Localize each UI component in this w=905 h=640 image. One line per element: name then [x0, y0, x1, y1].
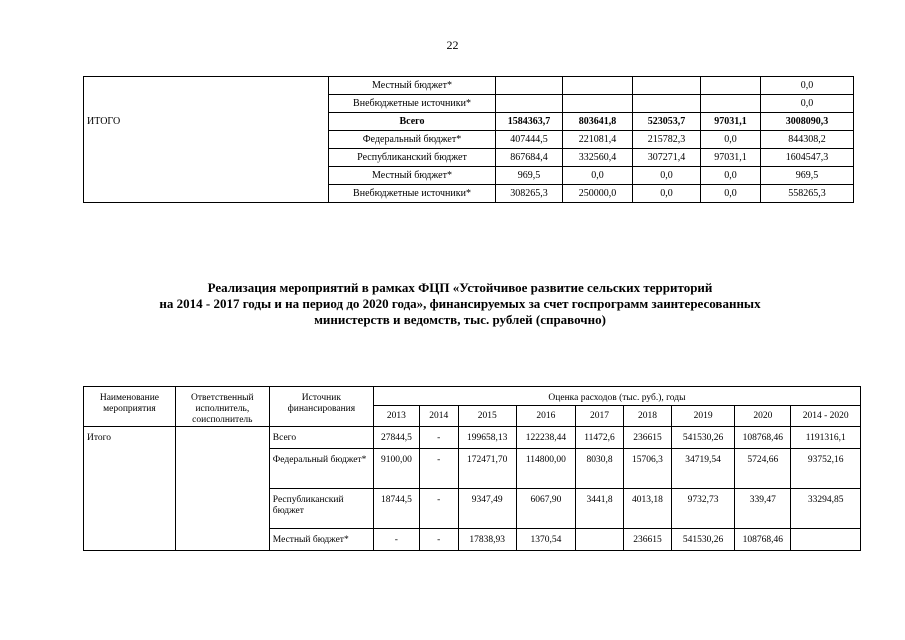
row-value: 27844,5	[373, 427, 419, 449]
heading-line-3: министерств и ведомств, тыс. рублей (справочно)	[314, 312, 606, 327]
row-value	[701, 77, 761, 95]
row-value: 97031,1	[701, 149, 761, 167]
row-value	[633, 77, 701, 95]
table-row	[84, 185, 854, 203]
row-value: 17838,93	[458, 529, 516, 551]
row-value: -	[419, 427, 458, 449]
row-value: 6067,90	[516, 489, 575, 529]
row-value: -	[419, 529, 458, 551]
row-value: 0,0	[761, 95, 854, 113]
row-value: 969,5	[496, 167, 563, 185]
row-value: 0,0	[701, 185, 761, 203]
year-cell: 2016	[516, 406, 575, 427]
header-responsible: Ответственный исполнитель, соисполнитель	[175, 387, 269, 427]
row-source: Местный бюджет*	[269, 529, 373, 551]
year-cell: 2015	[458, 406, 516, 427]
row-value: 0,0	[633, 167, 701, 185]
table-row	[84, 95, 854, 113]
row-value	[633, 95, 701, 113]
row-value: 199658,13	[458, 427, 516, 449]
row-value: 0,0	[701, 167, 761, 185]
row-value: 1191316,1	[791, 427, 861, 449]
header-source: Источник финансирования	[269, 387, 373, 427]
row-value	[496, 95, 563, 113]
row-value: 215782,3	[633, 131, 701, 149]
row-value: 108768,46	[735, 529, 791, 551]
year-cell: 2014 - 2020	[791, 406, 861, 427]
row-source: Местный бюджет*	[329, 77, 496, 95]
section-heading	[60, 280, 860, 328]
row-label	[84, 167, 329, 185]
row-value: 236615	[624, 529, 672, 551]
row-value: 114800,00	[516, 449, 575, 489]
row-value: 108768,46	[735, 427, 791, 449]
row-source: Внебюджетные источники*	[329, 185, 496, 203]
row-value: -	[419, 489, 458, 529]
header-row	[84, 387, 861, 406]
row-value: 9100,00	[373, 449, 419, 489]
row-value: 541530,26	[671, 529, 734, 551]
row-value: 34719,54	[671, 449, 734, 489]
row-value: 0,0	[633, 185, 701, 203]
row-label	[84, 77, 329, 95]
page-number: 22	[446, 38, 459, 52]
row-value: 97031,1	[701, 113, 761, 131]
row-value: 122238,44	[516, 427, 575, 449]
row-value	[791, 529, 861, 551]
row-value: 1584363,7	[496, 113, 563, 131]
row-value: 221081,4	[563, 131, 633, 149]
row-value	[563, 95, 633, 113]
row-source: Местный бюджет*	[329, 167, 496, 185]
row-value: 172471,70	[458, 449, 516, 489]
row-value: 18744,5	[373, 489, 419, 529]
row-source: Всего	[269, 427, 373, 449]
year-cell: 2017	[576, 406, 624, 427]
row-source: Федеральный бюджет*	[329, 131, 496, 149]
table-row	[84, 167, 854, 185]
row-value: 11472,6	[576, 427, 624, 449]
table-row	[84, 131, 854, 149]
row-label	[84, 149, 329, 167]
row-value: 33294,85	[791, 489, 861, 529]
row-value	[576, 529, 624, 551]
table-row	[84, 77, 854, 95]
row-value: 93752,16	[791, 449, 861, 489]
table-row	[84, 427, 861, 449]
row-source: Республиканский бюджет	[269, 489, 373, 529]
top-budget-table	[83, 76, 854, 203]
row-value	[701, 95, 761, 113]
row-value: 307271,4	[633, 149, 701, 167]
item-responsible	[175, 427, 269, 551]
row-value: 867684,4	[496, 149, 563, 167]
year-cell: 2018	[624, 406, 672, 427]
row-value: 236615	[624, 427, 672, 449]
row-value: 250000,0	[563, 185, 633, 203]
row-value: 558265,3	[761, 185, 854, 203]
row-label	[84, 95, 329, 113]
row-value: 339,47	[735, 489, 791, 529]
row-value	[563, 77, 633, 95]
row-value: 3008090,3	[761, 113, 854, 131]
row-value: 5724,66	[735, 449, 791, 489]
row-label	[84, 185, 329, 203]
year-cell: 2013	[373, 406, 419, 427]
row-value: 407444,5	[496, 131, 563, 149]
table-row	[84, 113, 854, 131]
heading-line-2: на 2014 - 2017 годы и на период до 2020 года», финансируемых за счет госпрограмм заинтересованных	[159, 296, 761, 311]
item-name: Итого	[84, 427, 176, 551]
row-value: 1370,54	[516, 529, 575, 551]
row-value: 9732,73	[671, 489, 734, 529]
row-value: 969,5	[761, 167, 854, 185]
row-value: 3441,8	[576, 489, 624, 529]
row-value: 308265,3	[496, 185, 563, 203]
year-cell: 2019	[671, 406, 734, 427]
row-value: 0,0	[701, 131, 761, 149]
row-value: 0,0	[761, 77, 854, 95]
year-cell: 2014	[419, 406, 458, 427]
row-value: 8030,8	[576, 449, 624, 489]
row-value: 0,0	[563, 167, 633, 185]
row-label	[84, 131, 329, 149]
year-cell: 2020	[735, 406, 791, 427]
header-estimate: Оценка расходов (тыс. руб.), годы	[373, 387, 860, 406]
row-value: -	[373, 529, 419, 551]
row-value: 332560,4	[563, 149, 633, 167]
row-value: -	[419, 449, 458, 489]
row-value: 1604547,3	[761, 149, 854, 167]
row-value: 9347,49	[458, 489, 516, 529]
row-value: 523053,7	[633, 113, 701, 131]
row-value: 15706,3	[624, 449, 672, 489]
header-name: Наименование мероприятия	[84, 387, 176, 427]
row-source: Внебюджетные источники*	[329, 95, 496, 113]
row-value	[496, 77, 563, 95]
bottom-expenses-table	[83, 386, 861, 551]
row-value: 803641,8	[563, 113, 633, 131]
heading-line-1: Реализация мероприятий в рамках ФЦП «Устойчивое развитие сельских территорий	[207, 280, 713, 295]
row-source: Республиканский бюджет	[329, 149, 496, 167]
row-value: 4013,18	[624, 489, 672, 529]
row-value: 844308,2	[761, 131, 854, 149]
row-source: Федеральный бюджет*	[269, 449, 373, 489]
row-source: Всего	[329, 113, 496, 131]
row-label: ИТОГО	[84, 113, 329, 131]
row-value: 541530,26	[671, 427, 734, 449]
table-row	[84, 149, 854, 167]
